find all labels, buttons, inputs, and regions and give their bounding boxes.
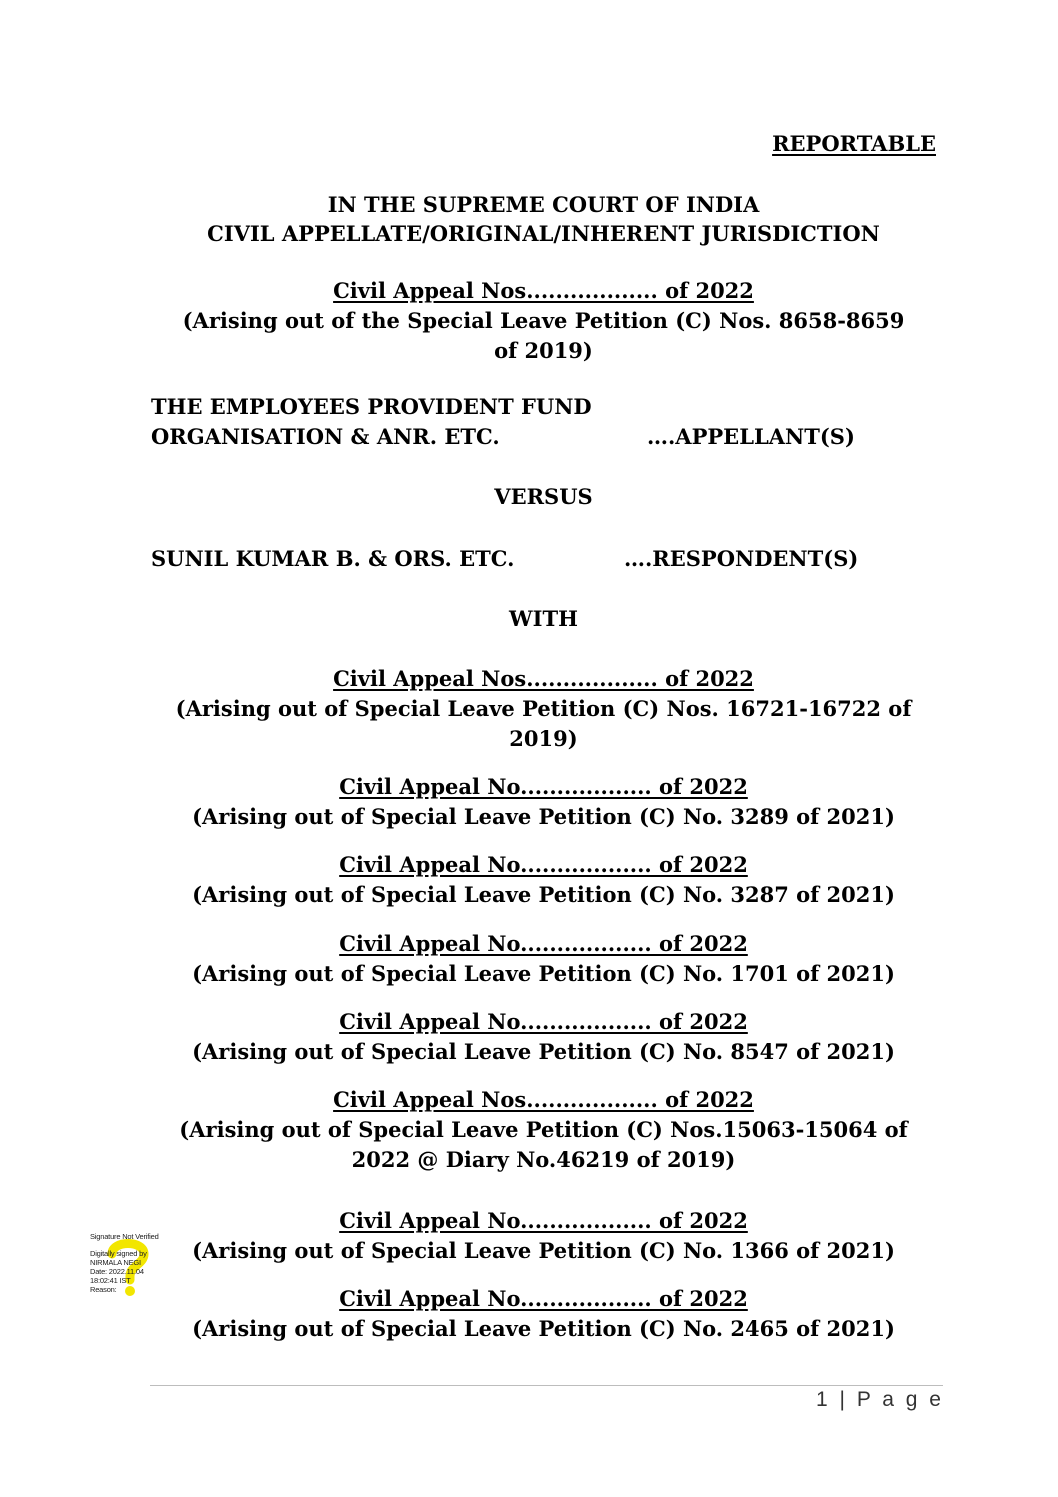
connected-arising-line1: (Arising out of Special Leave Petition (C) Nos.15063-15064 of: [179, 1117, 908, 1142]
connected-appeal-number: Civil Appeal No.................. of 2022: [339, 1286, 748, 1311]
digital-signature-stamp: [90, 1232, 190, 1302]
connected-arising-line2: 2022 @ Diary No.46219 of 2019): [351, 1147, 736, 1172]
connected-arising-line1: (Arising out of Special Leave Petition (C) No. 3287 of 2021): [192, 882, 895, 907]
connected-appeal-number: Civil Appeal Nos.................. of 2022: [333, 666, 754, 691]
signature-reason: Reason:: [90, 1285, 117, 1294]
with-label: WITH: [509, 606, 578, 631]
connected-appeal-number: Civil Appeal No.................. of 2022: [339, 852, 748, 877]
page-number: 1 | P a g e: [816, 1388, 944, 1411]
main-arising-line1: (Arising out of the Special Leave Petition (C) Nos. 8658-8659: [182, 308, 905, 333]
connected-arising-line1: (Arising out of Special Leave Petition (C) No. 1701 of 2021): [192, 961, 895, 986]
appellant-role: ….APPELLANT(S): [647, 424, 855, 449]
connected-arising-line1: (Arising out of Special Leave Petition (C) Nos. 16721-16722 of: [175, 696, 912, 721]
connected-appeal-number: Civil Appeal Nos.................. of 2022: [333, 1087, 754, 1112]
versus-label: VERSUS: [494, 484, 593, 509]
connected-arising-line1: (Arising out of Special Leave Petition (C) No. 8547 of 2021): [192, 1039, 895, 1064]
connected-arising-line1: (Arising out of Special Leave Petition (C) No. 1366 of 2021): [192, 1238, 895, 1263]
signature-date: Date: 2022.11.04: [90, 1267, 144, 1276]
connected-appeal-number: Civil Appeal No.................. of 2022: [339, 931, 748, 956]
signature-signed-by: Digitally signed by: [90, 1249, 147, 1258]
signature-time: 18:02:41 IST: [90, 1276, 131, 1285]
court-title: IN THE SUPREME COURT OF INDIA: [327, 192, 760, 217]
connected-appeal-number: Civil Appeal No.................. of 2022: [339, 774, 748, 799]
appellant-name-line1: THE EMPLOYEES PROVIDENT FUND: [151, 394, 592, 419]
main-appeal-number: Civil Appeal Nos.................. of 2022: [333, 278, 754, 303]
connected-appeal-number: Civil Appeal No.................. of 2022: [339, 1009, 748, 1034]
signature-status: Signature Not Verified: [90, 1232, 159, 1241]
connected-arising-line1: (Arising out of Special Leave Petition (C) No. 2465 of 2021): [192, 1316, 895, 1341]
signature-signer: NIRMALA NEGI: [90, 1258, 141, 1267]
appellant-name-line2: ORGANISATION & ANR. ETC.: [151, 424, 500, 449]
connected-arising-line2: 2019): [509, 726, 578, 751]
respondent-role: ….RESPONDENT(S): [624, 546, 859, 571]
connected-arising-line1: (Arising out of Special Leave Petition (C) No. 3289 of 2021): [192, 804, 895, 829]
main-arising-line2: of 2019): [494, 338, 593, 363]
connected-appeal-number: Civil Appeal No.................. of 2022: [339, 1208, 748, 1233]
respondent-name: SUNIL KUMAR B. & ORS. ETC.: [151, 546, 515, 571]
reportable-label: REPORTABLE: [772, 131, 936, 156]
jurisdiction-title: CIVIL APPELLATE/ORIGINAL/INHERENT JURISDICTION: [207, 221, 880, 246]
